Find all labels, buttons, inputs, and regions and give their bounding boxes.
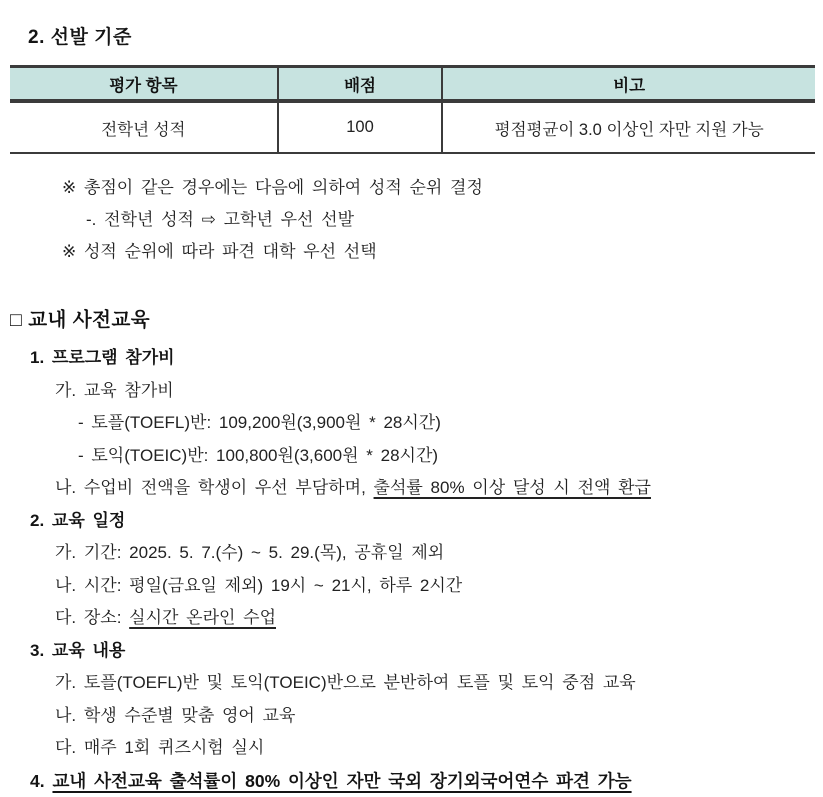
table-header-points: 배점 xyxy=(278,67,443,102)
attendance-requirement xyxy=(10,765,815,797)
note-university-priority: ※ 성적 순위에 따라 파견 대학 우선 선택 xyxy=(10,236,815,268)
section-heading-selection-criteria: 2. 선발 기준 xyxy=(28,22,815,49)
cell-evaluation-item: 전학년 성적 xyxy=(10,101,278,153)
fee-sub-b-refund-condition: 출석률 80% 이상 달성 시 전액 환급 xyxy=(374,478,651,497)
fee-sub-b-prefix: 나. 수업비 전액을 학생이 우선 부담하며, xyxy=(55,478,374,497)
schedule-place-prefix: 다. 장소: xyxy=(55,608,129,627)
attendance-requirement-number: 4. xyxy=(30,771,52,791)
selection-notes xyxy=(10,172,815,268)
table-header-row xyxy=(10,67,815,102)
table-header-evaluation-item: 평가 항목 xyxy=(10,67,278,102)
content-title: 3. 교육 내용 xyxy=(10,635,815,668)
selection-criteria-table xyxy=(10,65,815,154)
table-header-remarks: 비고 xyxy=(442,67,815,102)
note-tie-breaker-rule: -. 전학년 성적 ⇨ 고학년 우선 선발 xyxy=(10,204,815,236)
cell-points: 100 xyxy=(278,101,443,153)
schedule-time: 나. 시간: 평일(금요일 제외) 19시 ~ 21시, 하루 2시간 xyxy=(10,570,815,603)
schedule-place-online: 실시간 온라인 수업 xyxy=(129,608,276,627)
table-row xyxy=(10,101,815,153)
content-sub-a: 가. 토플(TOEFL)반 및 토익(TOEIC)반으로 분반하여 토플 및 토익 중점 교육 xyxy=(10,667,815,700)
schedule-place xyxy=(10,602,815,635)
schedule-period: 가. 기간: 2025. 5. 7.(수) ~ 5. 29.(목), 공휴일 제외 xyxy=(10,537,815,570)
content-sub-c: 다. 매주 1회 퀴즈시험 실시 xyxy=(10,732,815,765)
section-heading-campus-pre-education: □ 교내 사전교육 xyxy=(10,304,815,332)
fee-toefl: - 토플(TOEFL)반: 109,200원(3,900원 * 28시간) xyxy=(10,407,815,440)
fee-sub-a: 가. 교육 참가비 xyxy=(10,375,815,408)
fee-title: 1. 프로그램 참가비 xyxy=(10,342,815,375)
note-tie-breaker: ※ 총점이 같은 경우에는 다음에 의하여 성적 순위 결정 xyxy=(10,172,815,204)
content-sub-b: 나. 학생 수준별 맞춤 영어 교육 xyxy=(10,700,815,733)
fee-sub-b xyxy=(10,472,815,505)
pre-education-details xyxy=(10,342,815,797)
schedule-title: 2. 교육 일정 xyxy=(10,505,815,538)
attendance-requirement-text: 교내 사전교육 출석률이 80% 이상인 자만 국외 장기외국어연수 파견 가능 xyxy=(52,771,631,791)
cell-remarks: 평점평균이 3.0 이상인 자만 지원 가능 xyxy=(442,101,815,153)
fee-toeic: - 토익(TOEIC)반: 100,800원(3,600원 * 28시간) xyxy=(10,440,815,473)
